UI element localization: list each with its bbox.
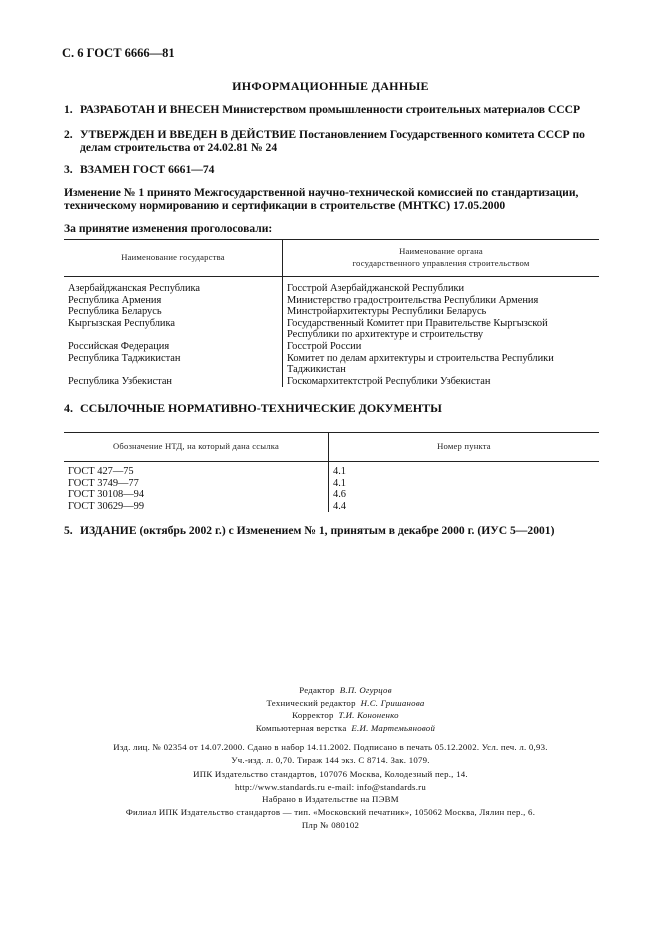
plr-line: Плр № 080102	[301, 819, 360, 830]
table-row	[64, 501, 599, 513]
column-header-document: Обозначение НТД, на который дана ссылка	[64, 433, 329, 462]
state-cell: Республика Беларусь	[64, 306, 283, 318]
document-cell: ГОСТ 427—75	[64, 462, 329, 478]
table-row	[64, 318, 599, 341]
item-text: ВЗАМЕН ГОСТ 6661—74	[80, 163, 215, 176]
table-row	[64, 353, 599, 376]
editor-line: Редактор В.П. Огурцов	[299, 685, 392, 695]
document-cell: ГОСТ 30108—94	[64, 489, 329, 501]
table-row	[64, 295, 599, 307]
item-text: УТВЕРЖДЕН И ВВЕДЕН В ДЕЙСТВИЕ Постановлением Государственного комитета СССР по	[80, 128, 585, 141]
license-line: Изд. лиц. № 02354 от 14.07.2000. Сдано в набор 14.11.2002. Подписано в печать 05.12.2002. Усл. печ. л. 0,93.	[113, 742, 548, 752]
table-row	[64, 376, 599, 388]
print-info-block	[0, 741, 661, 766]
table-row	[64, 489, 599, 501]
info-item-1	[64, 103, 604, 116]
layout-line: Компьютерная верстка Е.И. Мартемьяновой	[255, 723, 436, 734]
clause-cell: 4.1	[333, 466, 346, 477]
organ-cell: Госстрой России	[287, 340, 362, 352]
corrector-line: Корректор Т.И. Кононенко	[292, 710, 399, 721]
item-number: 1.	[64, 103, 73, 116]
state-cell: Республика Армения	[64, 295, 283, 307]
column-header-organ: Наименование органа государственного управления строительством	[283, 240, 600, 277]
item-number: 4.	[64, 401, 73, 415]
organ-cell: Госкомархитектстрой Республики Узбекистан	[287, 375, 491, 387]
table-row	[64, 341, 599, 353]
item-text-continuation: делам строительства от 24.02.81 № 24	[80, 141, 278, 154]
typeset-line: Набрано в Издательстве на ПЭВМ	[262, 794, 399, 805]
document-cell: ГОСТ 30629—99	[64, 501, 329, 513]
credits-block	[0, 684, 661, 735]
vote-label: За принятие изменения проголосовали:	[64, 222, 273, 235]
info-item-5	[64, 524, 624, 537]
state-cell: Кыргызская Республика	[64, 318, 283, 341]
item-text: РАЗРАБОТАН И ВНЕСЕН Министерством промышленности строительных материалов СССР	[80, 103, 581, 116]
table-row	[64, 462, 599, 478]
references-table	[64, 432, 599, 512]
publisher-address-line: ИПК Издательство стандартов, 107076 Москва, Колодезный пер., 14.	[193, 769, 468, 779]
state-cell: Азербайджанская Республика	[64, 277, 283, 295]
info-item-3	[64, 163, 604, 176]
state-cell: Республика Таджикистан	[64, 353, 283, 376]
item-text: ССЫЛОЧНЫЕ НОРМАТИВНО-ТЕХНИЧЕСКИЕ ДОКУМЕНТЫ	[80, 401, 442, 415]
column-header-clause: Номер пункта	[329, 433, 600, 462]
item-number: 5.	[64, 524, 73, 537]
organ-cell: Минстройархитектуры Республики Беларусь	[287, 306, 487, 318]
tech-editor-line: Технический редактор Н.С. Гришанова	[266, 697, 425, 708]
amendment-line-2: техническому нормированию и сертификации в строительстве (МНТКС) 17.05.2000	[64, 199, 506, 212]
clause-cell: 4.4	[333, 500, 346, 512]
printer-line: Филиал ИПК Издательство стандартов — тип. «Московский печатник», 105062 Москва, Лялин пер., 6.	[125, 807, 536, 818]
section-title: ИНФОРМАЦИОННЫЕ ДАННЫЕ	[232, 79, 429, 93]
table-row	[64, 306, 599, 318]
info-item-2	[64, 128, 604, 154]
publisher-block	[0, 768, 661, 832]
organ-cell: Комитет по делам архитектуры и строительства Республики Таджикистан	[287, 352, 554, 376]
item-text: ИЗДАНИЕ (октябрь 2002 г.) с Изменением № 1, принятым в декабре 2000 г. (ИУС 5—2001)	[80, 524, 555, 537]
amendment-line-1: Изменение № 1 принято Межгосударственной научно-технической комиссией по стандартизации,	[64, 186, 579, 199]
document-cell: ГОСТ 3749—77	[64, 478, 329, 490]
organ-cell: Государственный Комитет при Правительстве Кыргызской Республики по архитектуре и строительству	[287, 317, 548, 341]
amendment-note	[64, 186, 600, 212]
organ-cell: Госстрой Азербайджанской Республики	[287, 283, 465, 294]
print-run-line: Уч.-изд. л. 0,70. Тираж 144 экз. С 8714. Зак. 1079.	[231, 754, 430, 765]
table-row	[64, 478, 599, 490]
clause-cell: 4.6	[333, 489, 346, 501]
state-cell: Республика Узбекистан	[64, 376, 283, 388]
state-cell: Российская Федерация	[64, 341, 283, 353]
item-number: 2.	[64, 128, 73, 141]
info-item-4	[64, 402, 604, 415]
page-header: С. 6 ГОСТ 6666—81	[62, 46, 175, 60]
organ-cell: Министерство градостроительства Республики Армения	[287, 294, 539, 306]
table-row	[64, 277, 599, 295]
column-header-state: Наименование государства	[64, 240, 283, 277]
states-table	[64, 239, 599, 387]
item-number: 3.	[64, 163, 73, 176]
clause-cell: 4.1	[333, 477, 346, 489]
publisher-web-line: http://www.standards.ru e-mail: info@standards.ru	[234, 781, 427, 792]
